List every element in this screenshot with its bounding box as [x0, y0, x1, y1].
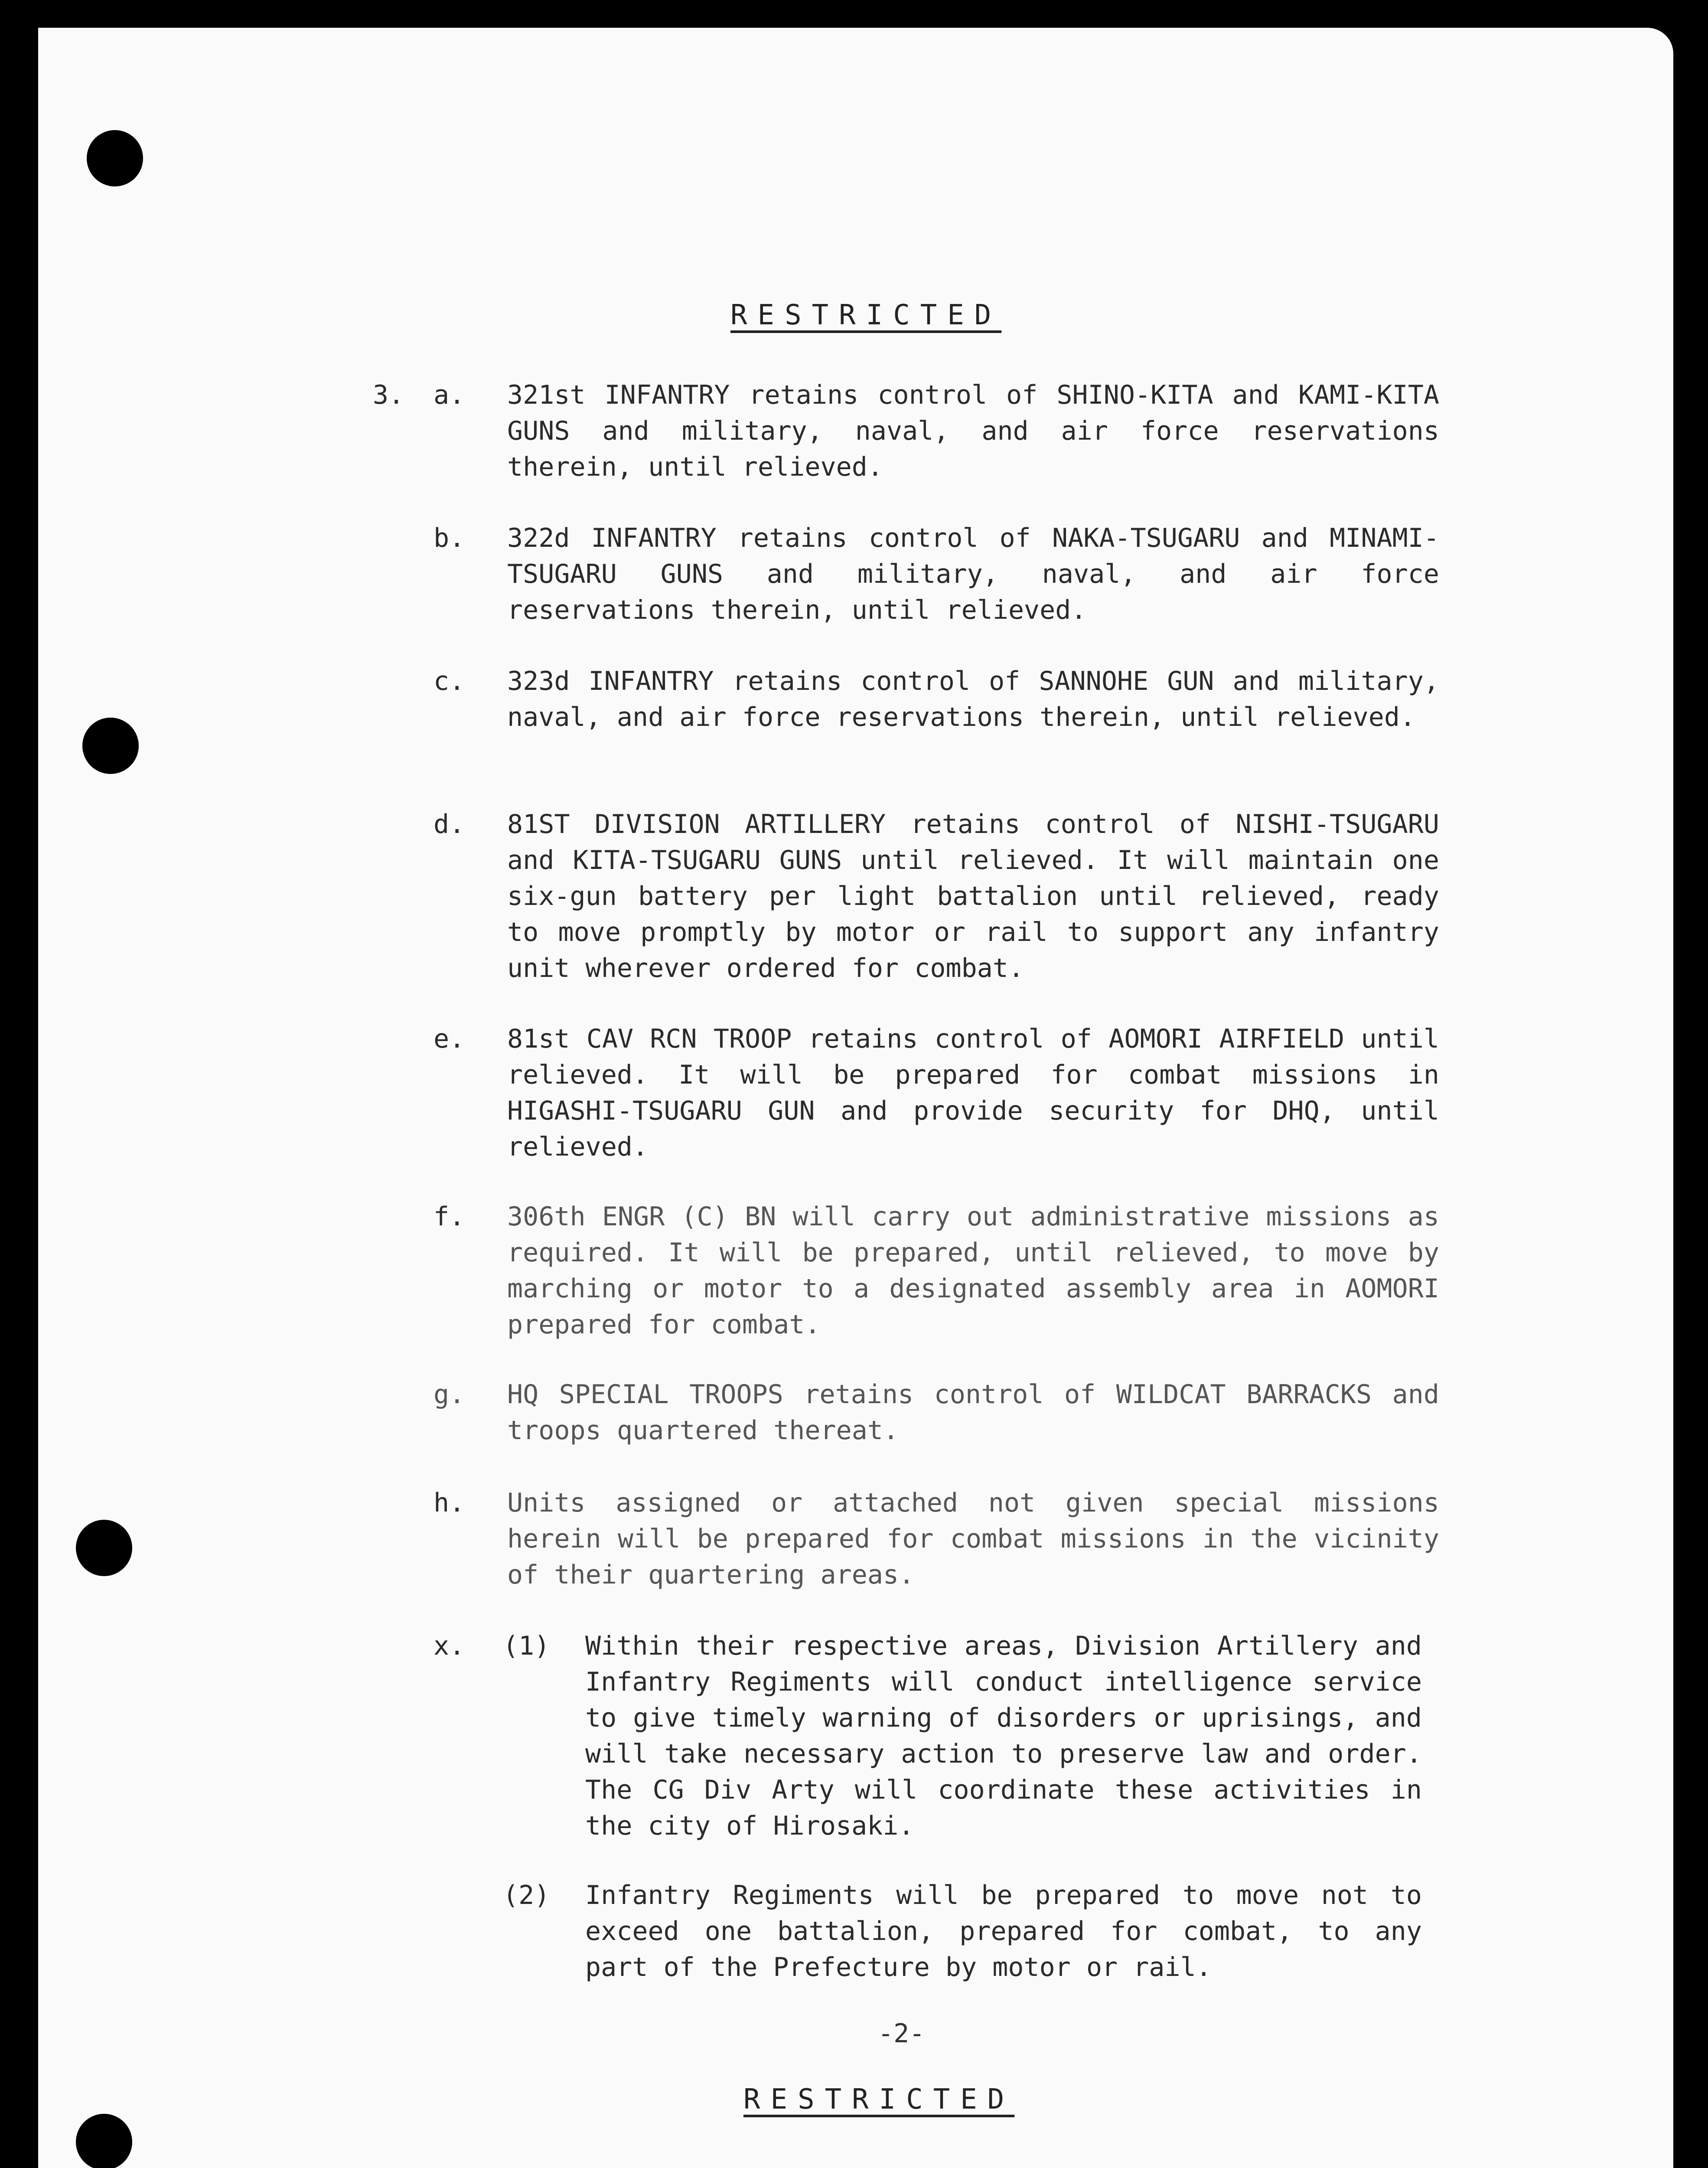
list-item — [434, 1199, 1444, 1346]
paragraph-number: 3. — [373, 380, 404, 410]
list-item — [434, 1021, 1444, 1169]
item-label: c. — [434, 666, 465, 696]
item-label: g. — [434, 1379, 465, 1410]
item-text: HQ SPECIAL TROOPS retains control of WILDCAT BARRACKS and troops quartered thereat. — [507, 1379, 1439, 1446]
list-item — [434, 377, 1444, 490]
punch-hole — [82, 718, 139, 774]
page-number: -2- — [878, 2018, 925, 2049]
item-label: b. — [434, 523, 465, 553]
sub-item-text: Infantry Regiments will be prepared to move not to exceed one battalion, prepared for combat, to any part of the Prefecture by motor or rail. — [585, 1880, 1422, 1982]
sub-item — [503, 1877, 1435, 1990]
item-text: 323d INFANTRY retains control of SANNOHE GUN and military, naval, and air force reservations therein, until relieved. — [507, 666, 1439, 732]
punch-hole — [87, 130, 143, 186]
item-label: h. — [434, 1488, 465, 1518]
list-item — [434, 1377, 1444, 1455]
item-text: 306th ENGR (C) BN will carry out administrative missions as required. It will be prepared, until relieved, to move by marching or motor to a designated assembly area in AOMORI prepared for combat. — [507, 1202, 1439, 1340]
footer-classification: RESTRICTED — [743, 2083, 1015, 2116]
sub-item-label: (2) — [503, 1880, 550, 1910]
item-label: d. — [434, 809, 465, 839]
item-text: Units assigned or attached not given special missions herein will be prepared for combat missions in the vicinity of their quartering areas. — [507, 1488, 1439, 1590]
sub-item-text: Within their respective areas, Division Artillery and Infantry Regiments will conduct intelligence service to give timely warning of disorders or uprisings, and will take necessary action to preserve law and order. The CG Div Arty will coordinate these activities in the city of Hirosaki. — [585, 1631, 1422, 1841]
item-text: 81st CAV RCN TROOP retains control of AOMORI AIRFIELD until relieved. It will be prepared for combat missions in HIGASHI-TSUGARU GUN and provide security for DHQ, until relieved. — [507, 1024, 1439, 1162]
item-label: a. — [434, 380, 465, 410]
item-text: 81ST DIVISION ARTILLERY retains control of NISHI-TSUGARU and KITA-TSUGARU GUNS until relieved. It will maintain one six-gun battery per light battalion until relieved, ready to move promptly by motor or rail to support any infantry unit wherever ordered for combat. — [507, 809, 1439, 983]
item-text: 322d INFANTRY retains control of NAKA-TSUGARU and MINAMI-TSUGARU GUNS and military, naval, and air force reservations therein, until relieved. — [507, 523, 1439, 625]
list-item — [434, 520, 1444, 633]
item-label: e. — [434, 1024, 465, 1054]
item-text: 321st INFANTRY retains control of SHINO-KITA and KAMI-KITA GUNS and military, naval, and air force reservations therein, until relieved. — [507, 380, 1439, 482]
item-label: x. — [434, 1631, 465, 1661]
punch-hole — [76, 2114, 132, 2168]
list-item — [434, 806, 1444, 989]
list-item — [434, 663, 1444, 776]
sub-item-label: (1) — [503, 1631, 550, 1661]
list-item — [434, 1485, 1444, 1598]
item-label: f. — [434, 1202, 465, 1232]
header-classification: RESTRICTED — [730, 299, 1002, 331]
punch-hole — [76, 1520, 132, 1576]
sub-item — [503, 1628, 1435, 1845]
